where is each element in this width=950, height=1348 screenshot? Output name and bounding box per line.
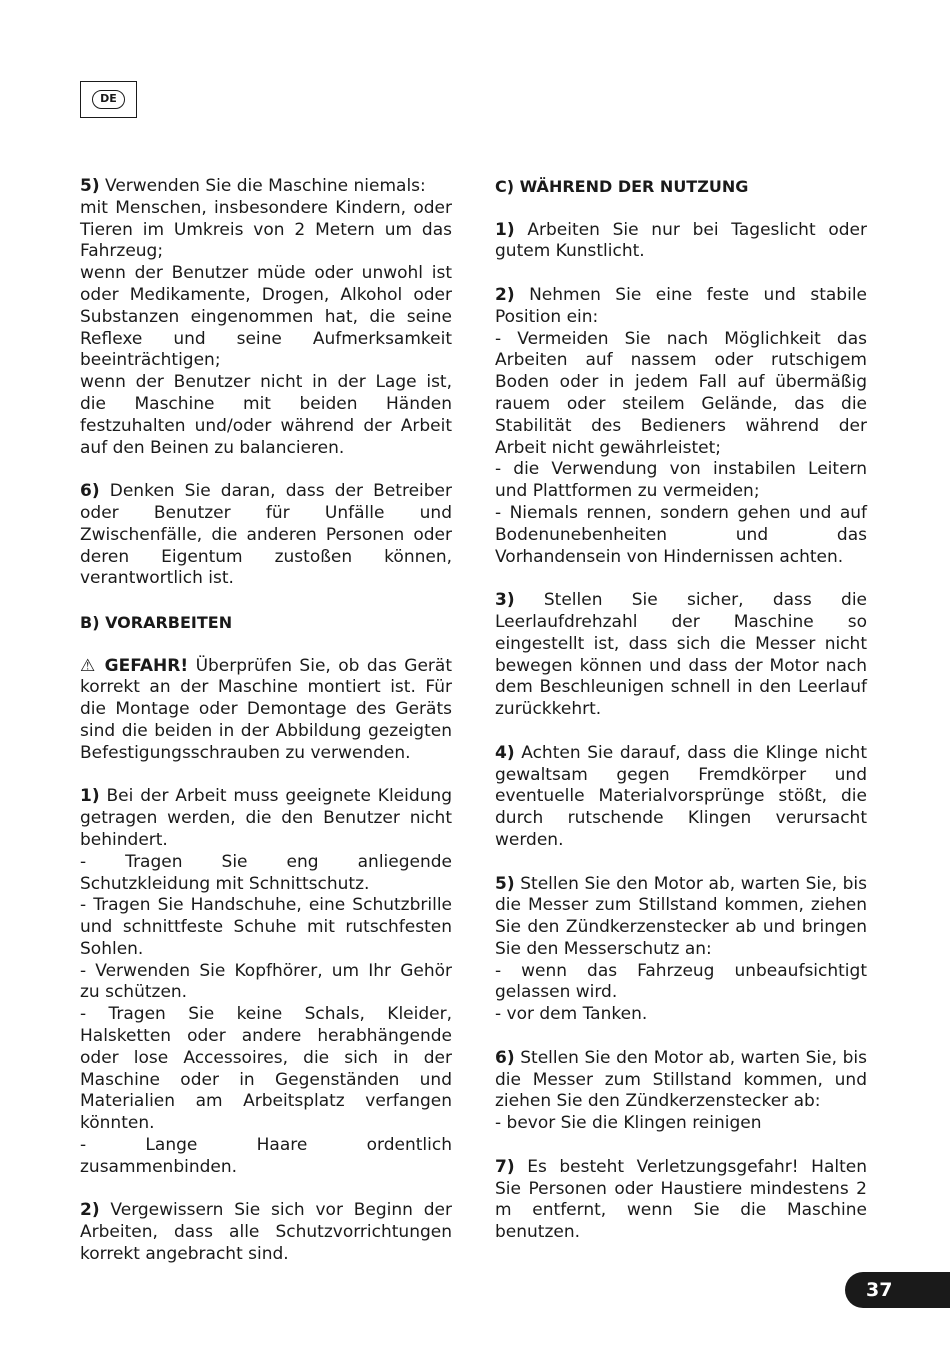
- paragraph-number: 6): [80, 481, 100, 502]
- paragraph-number: 3): [495, 590, 515, 611]
- paragraph-line: - die Verwendung von instabilen Leitern und Plattformen zu vermeiden;: [495, 459, 867, 502]
- paragraph-line: - Niemals rennen, sondern gehen und auf Bodenunebenheiten und das Vorhandensein von Hindernissen achten.: [495, 502, 867, 567]
- paragraph-line: wenn der Benutzer nicht in der Lage ist, die Maschine mit beiden Händen festzuhalten und/oder während der Arbeit auf den Beinen zu balancieren.: [80, 372, 452, 458]
- paragraph-number: 2): [80, 1200, 100, 1221]
- warning-triangle-icon: ⚠: [80, 655, 98, 676]
- paragraph-line: - Tragen Sie Handschuhe, eine Schutzbrille und schnittfeste Schuhe mit rutschfesten Sohlen.: [80, 895, 452, 959]
- paragraph-b2: [80, 1200, 452, 1265]
- paragraph-c1: [495, 220, 867, 264]
- paragraph-c4: [495, 743, 867, 852]
- paragraph-c6: [495, 1048, 867, 1135]
- paragraph-text: Es besteht Verletzungsgefahr! Halten Sie Personen oder Haustiere mindestens 2 m entfernt, wenn Sie die Maschine benutzen.: [495, 1156, 868, 1243]
- language-badge-label: DE: [92, 90, 125, 109]
- paragraph-line: - Vermeiden Sie nach Möglichkeit das Arbeiten auf nassem oder rutschigem Boden oder in jedem Fall auf übermäßig rauem oder steilem Gelände, das die Stabilität des Bedieners während der Arbeit nicht gewährleistet;: [495, 328, 867, 458]
- paragraph-line: Bei der Arbeit muss geeignete Kleidung getragen werden, die den Benutzer nicht behindert.: [80, 786, 452, 850]
- left-column: [80, 176, 452, 1288]
- paragraph-c5: [495, 874, 867, 1027]
- paragraph-line: wenn der Benutzer müde oder unwohl ist oder Medikamente, Drogen, Alkohol oder Substanzen eingenommen hat, die seine Reflexe und seine Aufmerksamkeit beeinträchtigen;: [80, 263, 452, 371]
- paragraph-number: 5): [495, 873, 515, 894]
- paragraph-number: 4): [495, 742, 515, 763]
- paragraph-number: 6): [495, 1047, 515, 1068]
- paragraph-line: - Tragen Sie eng anliegende Schutzkleidung mit Schnittschutz.: [80, 851, 452, 894]
- paragraph-number: 2): [495, 284, 515, 305]
- language-badge: [80, 81, 137, 118]
- paragraph-line: Nehmen Sie eine feste und stabile Position ein:: [495, 284, 867, 327]
- paragraph-number: 1): [80, 786, 100, 807]
- section-heading-c: C) WÄHREND DER NUTZUNG: [495, 177, 749, 196]
- warning-label: GEFAHR!: [104, 655, 189, 676]
- paragraph-line: - vor dem Tanken.: [495, 1004, 648, 1025]
- page-number: 37: [866, 1279, 893, 1301]
- paragraph-line: - Tragen Sie keine Schals, Kleider, Halsketten oder andere herabhängende oder lose Accessoires, die sich in der Maschine oder in Gegenständen und Materialien am Arbeitsplatz verfangen könnten.: [80, 1004, 452, 1134]
- paragraph-line: - Lange Haare ordentlich zusammenbinden.: [80, 1135, 452, 1177]
- paragraph-6: [80, 481, 452, 590]
- paragraph-line: mit Menschen, insbesondere Kindern, oder Tieren im Umkreis von 2 Metern um das Fahrzeug;: [80, 197, 452, 262]
- section-heading-b: B) VORARBEITEN: [80, 612, 233, 632]
- warning-text: Überprüfen Sie, ob das Gerät korrekt an der Maschine montiert ist. Für die Montage oder Demontage des Geräts sind die beiden in der Abbildung gezeigten Befestigungsschrauben zu verwenden.: [80, 655, 452, 763]
- paragraph-text: Arbeiten Sie nur bei Tageslicht oder gutem Kunstlicht.: [495, 219, 868, 262]
- paragraph-line: Stellen Sie den Motor ab, warten Sie, bis die Messer zum Stillstand kommen, und ziehen Sie den Zündkerzenstecker ab:: [495, 1047, 867, 1112]
- paragraph-line: - wenn das Fahrzeug unbeaufsichtigt gelassen wird.: [495, 960, 867, 1003]
- paragraph-5: [80, 176, 452, 459]
- paragraph-b1: [80, 786, 452, 1178]
- paragraph-line: - bevor Sie die Klingen reinigen: [495, 1113, 762, 1134]
- paragraph-c2: [495, 285, 867, 568]
- paragraph-line: Verwenden Sie die Maschine niemals:: [105, 176, 426, 196]
- warning-paragraph: [80, 656, 452, 765]
- paragraph-number: 5): [80, 176, 100, 196]
- paragraph-number: 1): [495, 219, 515, 240]
- paragraph-text: Achten Sie darauf, dass die Klinge nicht gewaltsam gegen Fremdkörper und eventuelle Materialvorsprünge stößt, die durch rutschende Klingen verursacht werden.: [495, 742, 867, 850]
- paragraph-text: Denken Sie daran, dass der Betreiber oder Benutzer für Unfälle und Zwischenfälle, die anderen Personen oder deren Eigentum zustoßen können, verantwortlich ist.: [80, 481, 452, 589]
- paragraph-number: 7): [495, 1156, 515, 1177]
- paragraph-c7: [495, 1157, 867, 1244]
- paragraph-line: - Verwenden Sie Kopfhörer, um Ihr Gehör zu schützen.: [80, 960, 452, 1003]
- paragraph-line: Stellen Sie den Motor ab, warten Sie, bis die Messer zum Stillstand kommen, ziehen Sie den Zündkerzenstecker ab und bringen Sie den Messerschutz an:: [495, 873, 867, 959]
- right-column: [495, 176, 867, 1266]
- paragraph-text: Stellen Sie sicher, dass die Leerlaufdrehzahl der Maschine so eingestellt ist, dass sich die Messer nicht bewegen können und dass der Motor nach dem Beschleunigen schnell in den Leerlauf zurückkehrt.: [495, 590, 867, 720]
- paragraph-text: Vergewissern Sie sich vor Beginn der Arbeiten, dass alle Schutzvorrichtungen korrekt angebracht sind.: [80, 1200, 452, 1265]
- page-number-tab: [845, 1272, 950, 1308]
- paragraph-c3: [495, 590, 867, 721]
